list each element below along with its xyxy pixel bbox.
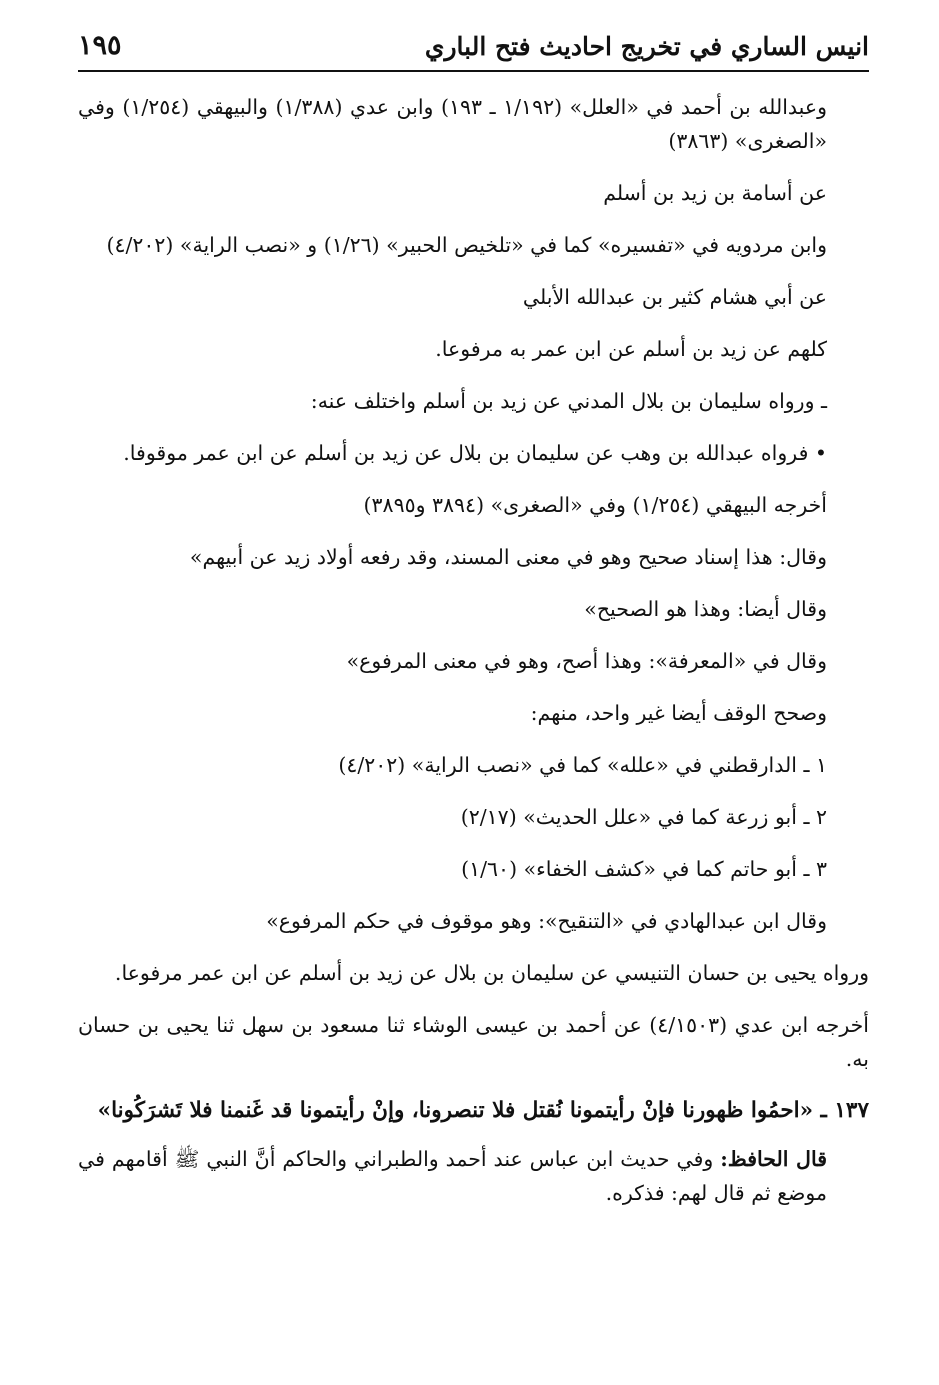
- paragraph-yahya: ورواه يحيى بن حسان التنيسي عن سليمان بن بلال عن زيد بن أسلم عن ابن عمر مرفوعا.: [114, 961, 869, 985]
- paragraph-hafiz: [78, 1142, 869, 1210]
- running-title: انيس الساري في تخريج احاديث فتح الباري: [424, 32, 869, 61]
- list-item: ٣ ـ أبو حاتم كما في «كشف الخفاء» (١/٦٠): [461, 857, 827, 881]
- paragraph-qal-2: وقال أيضا: وهذا هو الصحيح»: [584, 597, 827, 621]
- paragraph-sources-2: وابن مردويه في «تفسيره» كما في «تلخيص الحبير» (١/٢٦) و «نصب الراية» (٤/٢٠٢): [106, 233, 827, 257]
- paragraph-bayhaqi: أخرجه البيهقي (١/٢٥٤) وفي «الصغرى» (٣٨٩٤ و٣٨٩٥): [363, 493, 827, 517]
- paragraph-qal-3: وقال في «المعرفة»: وهذا أصح، وهو في معنى المرفوع»: [346, 649, 827, 673]
- list-item: ٢ ـ أبو زرعة كما في «علل الحديث» (٢/١٧): [460, 805, 827, 829]
- paragraph-tanqih: وقال ابن عبدالهادي في «التنقيح»: وهو موقوف في حكم المرفوع»: [266, 909, 827, 933]
- list-item: ١ ـ الدارقطني في «علله» كما في «نصب الراية» (٤/٢٠٢): [338, 753, 827, 777]
- paragraph-chain-abu-hisham: عن أبي هشام كثير بن عبدالله الأبلي: [522, 285, 827, 309]
- commentary-text: وفي حديث ابن عباس عند أحمد والطبراني والحاكم أنَّ النبي ﷺ أقامهم في موضع ثم قال لهم: فذكره.: [78, 1147, 827, 1205]
- hadith-137: ١٣٧ ـ «احمُوا ظهورنا فإنْ رأيتمونا نُقتل فلا تنصرونا، وإنْ رأيتمونا قد غَنمنا فلا تَشرَكُونا»: [97, 1098, 869, 1123]
- paragraph-ibn-adi: أخرجه ابن عدي (٤/١٥٠٣) عن أحمد بن عيسى الوشاء ثنا مسعود بن سهل ثنا يحيى بن حسان به.: [78, 1013, 870, 1071]
- paragraph-sulayman: ـ ورواه سليمان بن بلال المدني عن زيد بن أسلم واختلف عنه:: [310, 389, 827, 413]
- paragraph-chain-usama: عن أسامة بن زيد بن أسلم: [603, 181, 827, 205]
- paragraph-ibn-wahb: • فرواه عبدالله بن وهب عن سليمان بن بلال عن زيد بن أسلم عن ابن عمر موقوفا.: [123, 441, 827, 465]
- paragraph-sources-1: وعبدالله بن أحمد في «العلل» (١/١٩٢ ـ ١٩٣) وابن عدي (١/٣٨٨) والبيهقي (١/٢٥٤) وفي «الصغرى» (٣٨٦٣): [78, 95, 827, 153]
- page-body: [78, 90, 869, 1228]
- page-number: ١٩٥: [78, 30, 122, 61]
- commentary-lead: قال الحافظ:: [720, 1147, 827, 1171]
- paragraph-qal-1: وقال: هذا إسناد صحيح وهو في معنى المسند، وقد رفعه أولاد زيد عن أبيهم»: [189, 545, 827, 569]
- page-header: [78, 30, 869, 72]
- paragraph-waqf: وصحح الوقف أيضا غير واحد، منهم:: [530, 701, 827, 725]
- paragraph-summary: كلهم عن زيد بن أسلم عن ابن عمر به مرفوعا.: [435, 337, 827, 361]
